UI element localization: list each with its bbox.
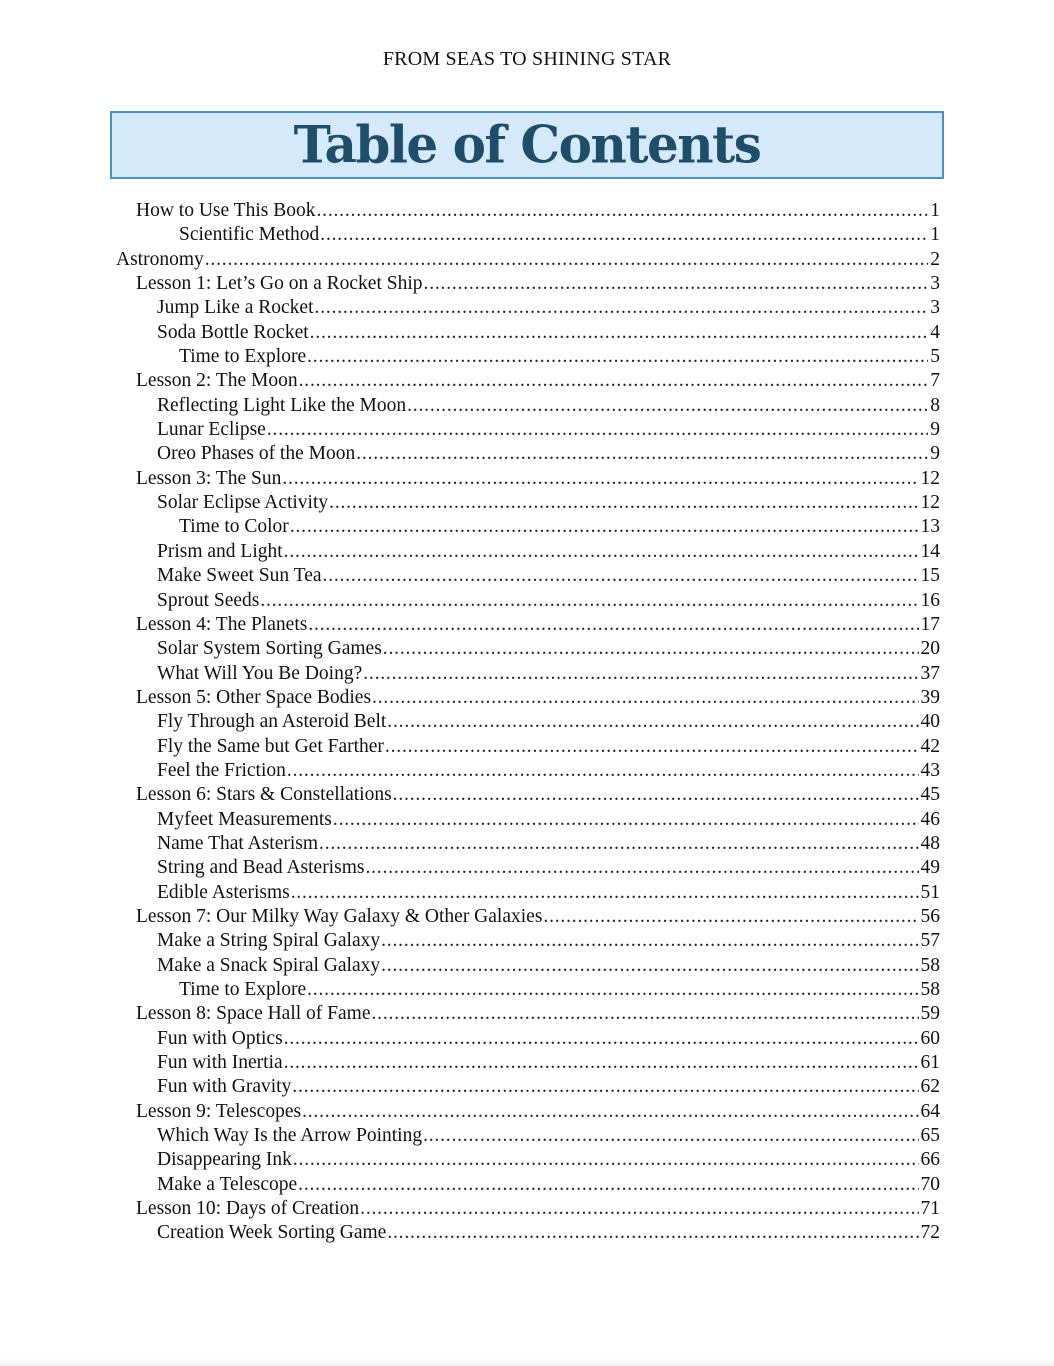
running-head: FROM SEAS TO SHINING STAR: [382, 48, 672, 70]
toc-entry-title: How to Use This Book: [136, 200, 316, 221]
toc-entry-title: Make Sweet Sun Tea: [157, 565, 322, 587]
dot-leader: [372, 1002, 919, 1026]
toc-entry[interactable]: [179, 515, 940, 539]
toc-entry-page-number: 49: [920, 857, 940, 879]
toc-entry-title: Oreo Phases of the Moon: [157, 443, 356, 465]
toc-entry-title: Jump Like a Rocket: [157, 297, 314, 319]
toc-entry-title: Which Way Is the Arrow Pointing: [157, 1125, 423, 1147]
toc-entry-page-number: 1: [930, 200, 940, 221]
dot-leader: [385, 735, 919, 759]
dot-leader: [315, 296, 929, 320]
dot-leader: [323, 564, 919, 588]
dot-leader: [260, 589, 918, 613]
toc-entry-title: Lesson 1: Let’s Go on a Rocket Ship: [136, 273, 423, 295]
toc-entry[interactable]: [157, 710, 940, 734]
toc-entry[interactable]: [157, 954, 940, 978]
dot-leader: [383, 637, 919, 661]
toc-entry[interactable]: [157, 735, 940, 759]
toc-entry-page-number: 15: [920, 565, 940, 587]
toc-entry-page-number: 12: [920, 467, 940, 489]
toc-entry[interactable]: [157, 832, 940, 856]
toc-entry-title: Make a String Spiral Galaxy: [157, 930, 381, 952]
toc-entry[interactable]: [136, 613, 940, 637]
toc-entry[interactable]: [136, 199, 940, 223]
dot-leader: [205, 248, 929, 272]
toc-entry-page-number: 66: [920, 1149, 940, 1171]
toc-entry-page-number: 7: [930, 370, 940, 392]
toc-entry[interactable]: [116, 248, 940, 272]
dot-leader: [267, 418, 928, 442]
toc-entry-page-number: 64: [920, 1100, 940, 1122]
toc-entry-page-number: 60: [920, 1027, 940, 1049]
toc-entry[interactable]: [157, 1027, 940, 1051]
dot-leader: [307, 345, 928, 369]
toc-entry[interactable]: [136, 272, 940, 296]
toc-entry[interactable]: [157, 1051, 940, 1075]
toc-entry-page-number: 40: [920, 711, 940, 733]
dot-leader: [543, 905, 918, 929]
toc-entry-title: Reflecting Light Like the Moon: [157, 394, 407, 416]
dot-leader: [316, 199, 928, 223]
toc-entry-page-number: 57: [920, 930, 940, 952]
dot-leader: [360, 1197, 918, 1221]
toc-entry-title: Solar Eclipse Activity: [157, 492, 329, 514]
dot-leader: [298, 1173, 918, 1197]
dot-leader: [372, 686, 918, 710]
toc-entry[interactable]: [157, 540, 940, 564]
toc-entry-title: Creation Week Sorting Game: [157, 1222, 387, 1244]
toc-entry-page-number: 9: [930, 419, 940, 441]
toc-entry-page-number: 48: [920, 832, 940, 854]
dot-leader: [302, 1100, 918, 1124]
dot-leader: [308, 613, 918, 637]
dot-leader: [307, 978, 918, 1002]
toc-entry[interactable]: [136, 467, 940, 491]
toc-entry[interactable]: [157, 662, 940, 686]
toc-entry-page-number: 13: [920, 516, 940, 538]
toc-entry-page-number: 70: [920, 1173, 940, 1195]
toc-entry-title: Time to Explore: [179, 346, 307, 368]
toc-entry[interactable]: [157, 881, 940, 905]
toc-entry-title: Astronomy: [116, 248, 204, 270]
toc-entry-page-number: 43: [920, 759, 940, 781]
table-of-contents: [0, 199, 1054, 1246]
toc-entry-page-number: 71: [920, 1198, 940, 1220]
toc-entry[interactable]: [157, 321, 940, 345]
toc-entry-title: Fly the Same but Get Farther: [157, 735, 384, 757]
dot-leader: [356, 442, 928, 466]
toc-entry-page-number: 8: [930, 394, 940, 416]
toc-entry[interactable]: [157, 1173, 940, 1197]
toc-entry-page-number: 46: [920, 808, 940, 830]
toc-entry[interactable]: [157, 808, 940, 832]
toc-entry-title: Fun with Optics: [157, 1027, 283, 1049]
toc-entry[interactable]: [157, 296, 940, 320]
toc-entry-title: Time to Color: [179, 516, 289, 538]
toc-entry-title: What Will You Be Doing?: [157, 662, 363, 684]
toc-entry-page-number: 3: [930, 273, 940, 295]
toc-entry[interactable]: [157, 1148, 940, 1172]
toc-entry[interactable]: [179, 345, 940, 369]
toc-entry-page-number: 51: [920, 881, 940, 903]
toc-entry[interactable]: [157, 394, 940, 418]
toc-entry[interactable]: [136, 686, 940, 710]
toc-entry-title: Lesson 4: The Planets: [136, 613, 308, 635]
dot-leader: [424, 272, 929, 296]
toc-entry-page-number: 17: [920, 613, 940, 635]
toc-entry-title: Lesson 8: Space Hall of Fame: [136, 1003, 371, 1025]
toc-entry-title: Lunar Eclipse: [157, 419, 266, 441]
toc-entry-page-number: 5: [930, 346, 940, 368]
dot-leader: [365, 856, 918, 880]
toc-entry-title: Solar System Sorting Games: [157, 638, 382, 660]
toc-entry[interactable]: [157, 1075, 940, 1099]
dot-leader: [387, 710, 918, 734]
dot-leader: [387, 1221, 918, 1245]
toc-entry-title: Lesson 7: Our Milky Way Galaxy & Other Galaxies: [136, 905, 543, 927]
title-banner: [110, 111, 944, 179]
dot-leader: [292, 1075, 918, 1099]
dot-leader: [293, 1148, 919, 1172]
dot-leader: [310, 321, 929, 345]
toc-entry[interactable]: [136, 1197, 940, 1221]
toc-entry-page-number: 65: [920, 1125, 940, 1147]
toc-entry-page-number: 2: [930, 248, 940, 270]
toc-entry[interactable]: [157, 418, 940, 442]
dot-leader: [320, 223, 928, 247]
toc-entry-page-number: 45: [920, 784, 940, 806]
toc-entry-page-number: 61: [920, 1052, 940, 1074]
dot-leader: [290, 515, 919, 539]
dot-leader: [284, 540, 919, 564]
dot-leader: [282, 467, 918, 491]
toc-entry[interactable]: [157, 1124, 940, 1148]
toc-entry[interactable]: [136, 905, 940, 929]
toc-entry-page-number: 3: [930, 297, 940, 319]
toc-entry-title: Make a Telescope: [157, 1173, 298, 1195]
toc-entry[interactable]: [179, 978, 940, 1002]
toc-entry-title: Name That Asterism: [157, 832, 319, 854]
toc-entry-page-number: 58: [920, 979, 940, 1000]
toc-entry[interactable]: [157, 442, 940, 466]
toc-entry-page-number: 14: [920, 540, 940, 562]
dot-leader: [329, 491, 918, 515]
toc-entry-page-number: 1: [930, 224, 940, 246]
toc-entry-title: Fun with Inertia: [157, 1052, 283, 1074]
toc-entry-page-number: 72: [920, 1222, 940, 1244]
toc-entry-page-number: 4: [930, 321, 940, 343]
toc-entry[interactable]: [157, 1221, 940, 1245]
toc-entry-page-number: 42: [920, 735, 940, 757]
toc-entry-title: Lesson 3: The Sun: [136, 467, 282, 489]
toc-entry-title: Fly Through an Asteroid Belt: [157, 711, 387, 733]
toc-entry-page-number: 59: [920, 1003, 940, 1025]
toc-entry-title: Lesson 9: Telescopes: [136, 1100, 302, 1122]
toc-entry-title: Make a Snack Spiral Galaxy: [157, 954, 381, 976]
dot-leader: [291, 881, 919, 905]
toc-entry-title: Edible Asterisms: [157, 881, 290, 903]
toc-entry-title: Feel the Friction: [157, 759, 286, 781]
toc-entry[interactable]: [136, 1002, 940, 1026]
toc-entry[interactable]: [136, 369, 940, 393]
toc-entry-title: Lesson 6: Stars & Constellations: [136, 784, 392, 806]
dot-leader: [423, 1124, 918, 1148]
toc-entry-title: Fun with Gravity: [157, 1076, 292, 1098]
toc-entry[interactable]: [157, 589, 940, 613]
toc-entry[interactable]: [157, 564, 940, 588]
dot-leader: [381, 929, 918, 953]
toc-entry[interactable]: [179, 223, 940, 247]
toc-entry-page-number: 12: [920, 492, 940, 514]
dot-leader: [284, 1051, 919, 1075]
toc-entry-page-number: 39: [920, 686, 940, 708]
toc-entry-title: Lesson 2: The Moon: [136, 370, 298, 392]
toc-entry-title: Lesson 5: Other Space Bodies: [136, 686, 372, 708]
toc-entry-title: Scientific Method: [179, 224, 320, 246]
toc-entry-page-number: 20: [920, 638, 940, 660]
toc-entry[interactable]: [157, 637, 940, 661]
dot-leader: [287, 759, 919, 783]
toc-entry-title: Sprout Seeds: [157, 589, 260, 611]
toc-entry-title: Soda Bottle Rocket: [157, 321, 309, 343]
toc-entry-title: Disappearing Ink: [157, 1149, 292, 1171]
toc-entry[interactable]: [157, 491, 940, 515]
page-title: Table of Contents: [293, 114, 761, 175]
toc-entry-page-number: 62: [920, 1076, 940, 1098]
dot-leader: [363, 662, 918, 686]
dot-leader: [319, 832, 918, 856]
toc-entry-page-number: 16: [920, 589, 940, 611]
dot-leader: [381, 954, 918, 978]
toc-entry-title: String and Bead Asterisms: [157, 857, 365, 879]
toc-entry-page-number: 9: [930, 443, 940, 465]
toc-entry-page-number: 56: [920, 905, 940, 927]
toc-entry-title: Time to Explore: [179, 979, 307, 1000]
toc-entry[interactable]: [136, 1100, 940, 1124]
dot-leader: [393, 783, 919, 807]
toc-entry-title: Prism and Light: [157, 540, 283, 562]
toc-entry[interactable]: [157, 929, 940, 953]
toc-entry-page-number: 37: [920, 662, 940, 684]
toc-entry-title: Lesson 10: Days of Creation: [136, 1198, 360, 1220]
dot-leader: [333, 808, 919, 832]
toc-entry-page-number: 58: [920, 954, 940, 976]
toc-entry[interactable]: [157, 856, 940, 880]
dot-leader: [299, 369, 929, 393]
toc-entry[interactable]: [136, 783, 940, 807]
dot-leader: [284, 1027, 919, 1051]
toc-entry-title: Myfeet Measurements: [157, 808, 332, 830]
dot-leader: [407, 394, 928, 418]
page-bottom-edge: [0, 1358, 1054, 1366]
toc-entry[interactable]: [157, 759, 940, 783]
